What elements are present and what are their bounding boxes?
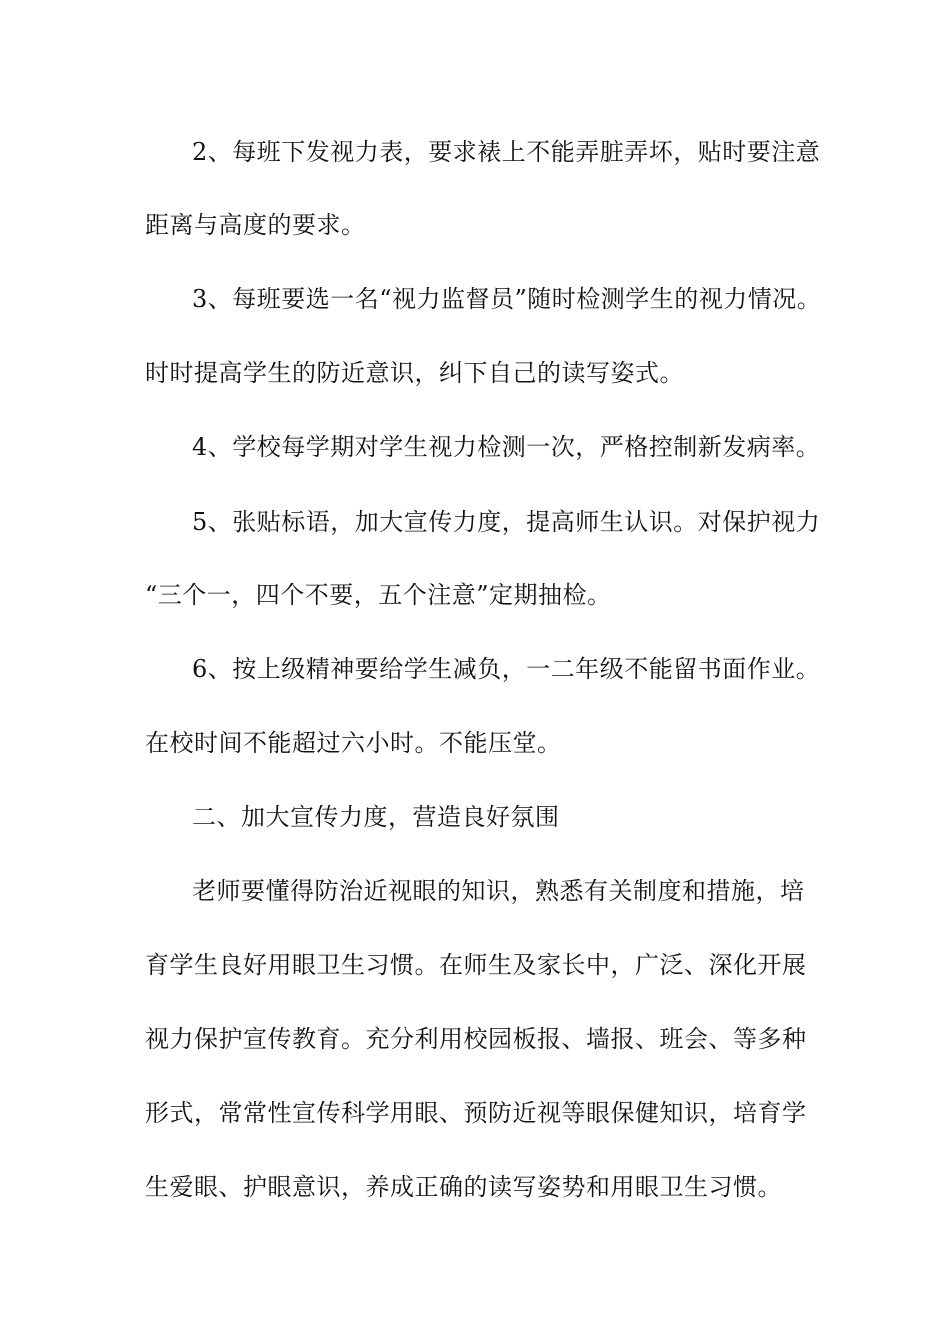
text-line-4: 时时提高学生的防近意识，纠下自己的读写姿式。 (145, 359, 684, 387)
text-line-11: 老师要懂得防治近视眼的知识，熟悉有关制度和措施，培 (192, 877, 805, 905)
text-line-14: 形式，常常性宣传科学用眼、预防近视等眼保健知识，培育学 (145, 1099, 807, 1127)
text-line-13: 视力保护宣传教育。充分利用校园板报、墙报、班会、等多种 (145, 1025, 807, 1053)
text-line-5: 4、学校每学期对学生视力检测一次，严格控制新发病率。 (192, 433, 821, 461)
text-line-1: 2、每班下发视力表，要求裱上不能弄脏弄坏，贴时要注意 (192, 138, 821, 166)
text-line-7: “三个一，四个不要，五个注意”定期抽检。 (145, 581, 612, 609)
text-line-15: 生爱眼、护眼意识，养成正确的读写姿势和用眼卫生习惯。 (145, 1173, 782, 1201)
text-line-8: 6、按上级精神要给学生减负，一二年级不能留书面作业。 (192, 655, 821, 683)
section-heading: 二、加大宣传力度，营造良好氛围 (192, 803, 560, 831)
text-line-12: 育学生良好用眼卫生习惯。在师生及家长中，广泛、深化开展 (145, 951, 807, 979)
text-line-3: 3、每班要选一名“视力监督员”随时检测学生的视力情况。 (192, 285, 822, 313)
text-line-6: 5、张贴标语，加大宣传力度，提高师生认识。对保护视力 (192, 508, 821, 536)
text-line-9: 在校时间不能超过六小时。不能压堂。 (145, 729, 562, 757)
text-line-2: 距离与高度的要求。 (145, 211, 366, 239)
